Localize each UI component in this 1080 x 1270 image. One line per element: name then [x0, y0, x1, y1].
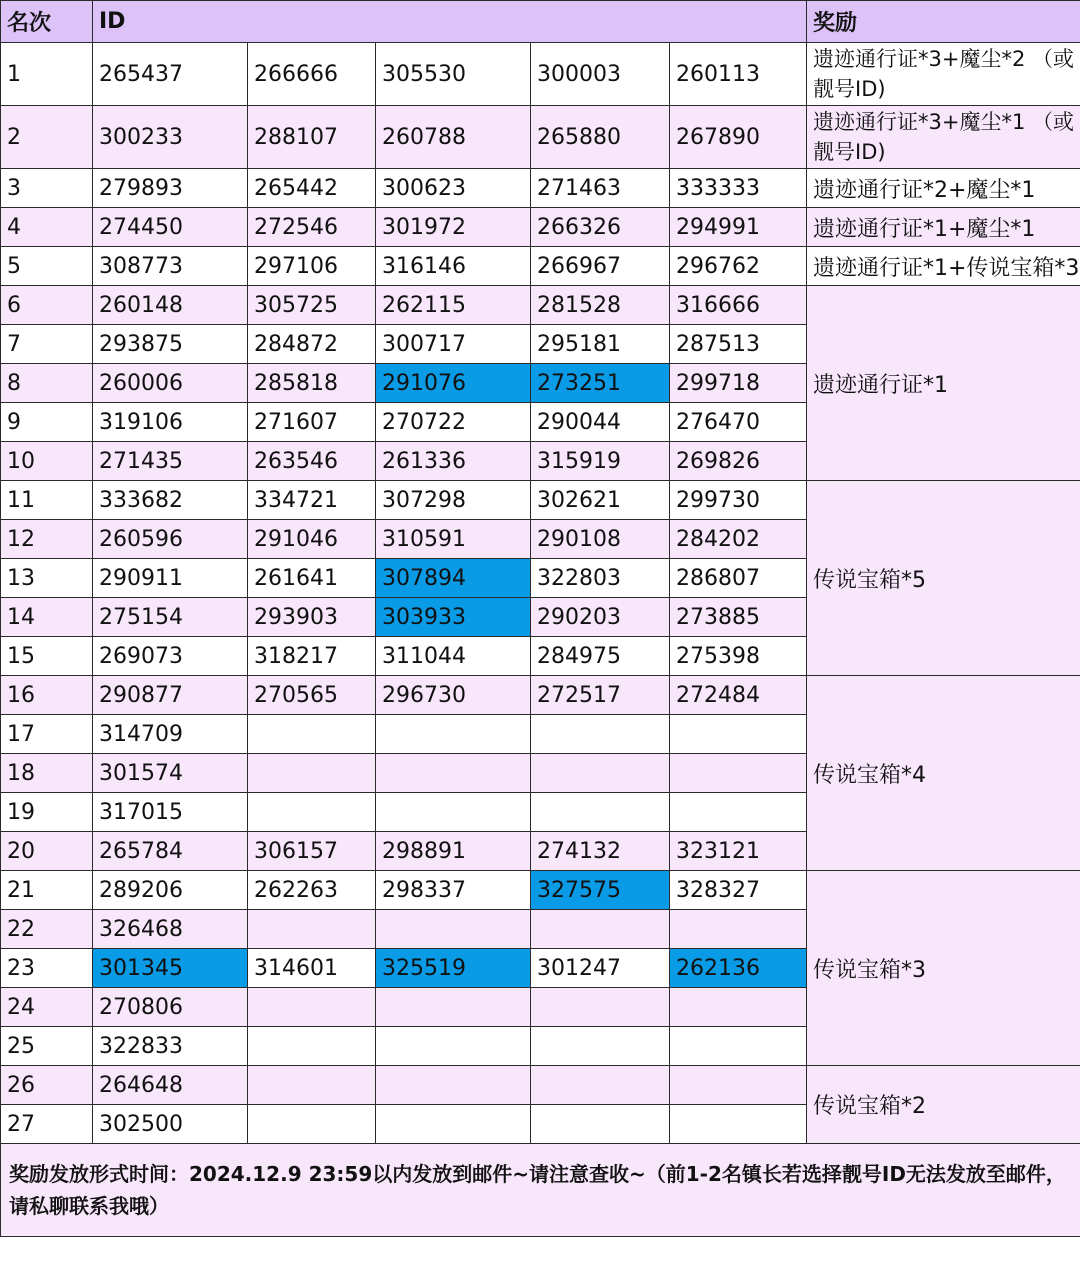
id-cell: 289206: [93, 871, 248, 910]
id-cell: 311044: [376, 637, 531, 676]
id-cell: 261641: [248, 559, 376, 598]
id-cell: 274450: [93, 208, 248, 247]
table-row: [1, 871, 1080, 910]
id-cell: 281528: [531, 286, 670, 325]
id-cell: 306157: [248, 832, 376, 871]
id-cell: 272484: [670, 676, 807, 715]
id-cell: 279893: [93, 169, 248, 208]
header-row: [1, 1, 1080, 43]
id-cell: 274132: [531, 832, 670, 871]
id-cell: 290108: [531, 520, 670, 559]
rank-header: 名次: [1, 1, 93, 43]
id-cell: 298891: [376, 832, 531, 871]
empty-id-cell: [531, 988, 670, 1027]
table-row: [1, 169, 1080, 208]
highlighted-id-cell: 262136: [670, 949, 807, 988]
highlighted-id-cell: 303933: [376, 598, 531, 637]
rank-cell: 5: [1, 247, 93, 286]
empty-id-cell: [376, 715, 531, 754]
empty-id-cell: [670, 1066, 807, 1105]
id-cell: 300717: [376, 325, 531, 364]
empty-id-cell: [531, 715, 670, 754]
id-cell: 262263: [248, 871, 376, 910]
rank-cell: 27: [1, 1105, 93, 1144]
id-cell: 308773: [93, 247, 248, 286]
id-cell: 269073: [93, 637, 248, 676]
id-cell: 315919: [531, 442, 670, 481]
id-cell: 276470: [670, 403, 807, 442]
rank-cell: 6: [1, 286, 93, 325]
id-cell: 322803: [531, 559, 670, 598]
rank-cell: 25: [1, 1027, 93, 1066]
id-cell: 322833: [93, 1027, 248, 1066]
table-row: [1, 208, 1080, 247]
id-cell: 260113: [670, 43, 807, 106]
reward-header: 奖励: [807, 1, 1080, 43]
rank-cell: 15: [1, 637, 93, 676]
id-cell: 298337: [376, 871, 531, 910]
empty-id-cell: [670, 715, 807, 754]
id-cell: 333682: [93, 481, 248, 520]
id-cell: 260006: [93, 364, 248, 403]
id-cell: 263546: [248, 442, 376, 481]
empty-id-cell: [531, 754, 670, 793]
id-cell: 272517: [531, 676, 670, 715]
id-cell: 284202: [670, 520, 807, 559]
empty-id-cell: [376, 754, 531, 793]
reward-cell: 遗迹通行证*2+魔尘*1: [807, 169, 1080, 208]
id-cell: 305725: [248, 286, 376, 325]
id-cell: 293875: [93, 325, 248, 364]
id-cell: 302621: [531, 481, 670, 520]
empty-id-cell: [248, 1027, 376, 1066]
id-cell: 300623: [376, 169, 531, 208]
rank-cell: 4: [1, 208, 93, 247]
id-cell: 294991: [670, 208, 807, 247]
id-cell: 271607: [248, 403, 376, 442]
id-cell: 326468: [93, 910, 248, 949]
id-cell: 275154: [93, 598, 248, 637]
id-cell: 262115: [376, 286, 531, 325]
empty-id-cell: [248, 793, 376, 832]
id-cell: 270565: [248, 676, 376, 715]
id-cell: 302500: [93, 1105, 248, 1144]
rank-cell: 24: [1, 988, 93, 1027]
footer-note: 奖励发放形式时间：2024.12.9 23:59以内发放到邮件~请注意查收~（前1-2名镇长若选择靓号ID无法发放至邮件，请私聊联系我哦）: [1, 1144, 1080, 1237]
rank-cell: 14: [1, 598, 93, 637]
rank-cell: 2: [1, 106, 93, 169]
empty-id-cell: [531, 1105, 670, 1144]
id-cell: 319106: [93, 403, 248, 442]
highlighted-id-cell: 327575: [531, 871, 670, 910]
id-cell: 266967: [531, 247, 670, 286]
rank-cell: 18: [1, 754, 93, 793]
id-cell: 265442: [248, 169, 376, 208]
rank-cell: 19: [1, 793, 93, 832]
empty-id-cell: [248, 910, 376, 949]
id-cell: 264648: [93, 1066, 248, 1105]
id-cell: 287513: [670, 325, 807, 364]
merged-reward-cell: 传说宝箱*3: [807, 871, 1080, 1066]
id-cell: 272546: [248, 208, 376, 247]
empty-id-cell: [670, 1105, 807, 1144]
empty-id-cell: [248, 754, 376, 793]
rank-cell: 8: [1, 364, 93, 403]
empty-id-cell: [376, 793, 531, 832]
id-cell: 301972: [376, 208, 531, 247]
id-cell: 310591: [376, 520, 531, 559]
id-cell: 316666: [670, 286, 807, 325]
id-cell: 290877: [93, 676, 248, 715]
empty-id-cell: [531, 793, 670, 832]
empty-id-cell: [670, 988, 807, 1027]
id-cell: 265437: [93, 43, 248, 106]
id-cell: 297106: [248, 247, 376, 286]
id-cell: 314601: [248, 949, 376, 988]
id-cell: 266666: [248, 43, 376, 106]
id-cell: 269826: [670, 442, 807, 481]
id-cell: 261336: [376, 442, 531, 481]
rank-cell: 9: [1, 403, 93, 442]
table-row: [1, 247, 1080, 286]
empty-id-cell: [248, 988, 376, 1027]
highlighted-id-cell: 273251: [531, 364, 670, 403]
reward-cell: 遗迹通行证*3+魔尘*2 （或靓号ID): [807, 43, 1080, 106]
table-row: [1, 481, 1080, 520]
id-cell: 286807: [670, 559, 807, 598]
id-cell: 260148: [93, 286, 248, 325]
id-cell: 271463: [531, 169, 670, 208]
id-cell: 296762: [670, 247, 807, 286]
id-cell: 300233: [93, 106, 248, 169]
empty-id-cell: [670, 754, 807, 793]
rank-cell: 1: [1, 43, 93, 106]
empty-id-cell: [376, 1066, 531, 1105]
rank-cell: 12: [1, 520, 93, 559]
id-cell: 270806: [93, 988, 248, 1027]
empty-id-cell: [531, 910, 670, 949]
table-row: [1, 676, 1080, 715]
table-row: [1, 286, 1080, 325]
id-cell: 295181: [531, 325, 670, 364]
id-cell: 300003: [531, 43, 670, 106]
id-cell: 284872: [248, 325, 376, 364]
empty-id-cell: [248, 715, 376, 754]
reward-cell: 遗迹通行证*3+魔尘*1 （或靓号ID): [807, 106, 1080, 169]
empty-id-cell: [531, 1027, 670, 1066]
rank-cell: 21: [1, 871, 93, 910]
id-cell: 296730: [376, 676, 531, 715]
empty-id-cell: [248, 1066, 376, 1105]
id-cell: 293903: [248, 598, 376, 637]
id-cell: 307298: [376, 481, 531, 520]
rank-cell: 10: [1, 442, 93, 481]
rank-cell: 17: [1, 715, 93, 754]
id-cell: 316146: [376, 247, 531, 286]
id-cell: 328327: [670, 871, 807, 910]
rank-cell: 23: [1, 949, 93, 988]
empty-id-cell: [376, 1105, 531, 1144]
id-cell: 275398: [670, 637, 807, 676]
rank-cell: 26: [1, 1066, 93, 1105]
highlighted-id-cell: 325519: [376, 949, 531, 988]
empty-id-cell: [670, 910, 807, 949]
id-cell: 305530: [376, 43, 531, 106]
id-cell: 284975: [531, 637, 670, 676]
id-cell: 265784: [93, 832, 248, 871]
id-cell: 271435: [93, 442, 248, 481]
highlighted-id-cell: 291076: [376, 364, 531, 403]
empty-id-cell: [670, 1027, 807, 1066]
id-cell: 301574: [93, 754, 248, 793]
id-cell: 318217: [248, 637, 376, 676]
id-cell: 285818: [248, 364, 376, 403]
id-cell: 291046: [248, 520, 376, 559]
id-cell: 299718: [670, 364, 807, 403]
id-cell: 267890: [670, 106, 807, 169]
id-cell: 290203: [531, 598, 670, 637]
empty-id-cell: [376, 1027, 531, 1066]
id-cell: 270722: [376, 403, 531, 442]
id-cell: 260788: [376, 106, 531, 169]
footer-row: [1, 1144, 1080, 1237]
empty-id-cell: [248, 1105, 376, 1144]
empty-id-cell: [376, 910, 531, 949]
id-header: ID: [93, 1, 807, 43]
id-cell: 288107: [248, 106, 376, 169]
id-cell: 290911: [93, 559, 248, 598]
merged-reward-cell: 传说宝箱*5: [807, 481, 1080, 676]
id-cell: 266326: [531, 208, 670, 247]
id-cell: 260596: [93, 520, 248, 559]
empty-id-cell: [376, 988, 531, 1027]
table-row: [1, 1066, 1080, 1105]
reward-cell: 遗迹通行证*1+魔尘*1: [807, 208, 1080, 247]
id-cell: 317015: [93, 793, 248, 832]
table-row: [1, 43, 1080, 106]
id-cell: 334721: [248, 481, 376, 520]
id-cell: 323121: [670, 832, 807, 871]
id-cell: 273885: [670, 598, 807, 637]
rank-cell: 11: [1, 481, 93, 520]
rank-cell: 3: [1, 169, 93, 208]
empty-id-cell: [670, 793, 807, 832]
reward-cell: 遗迹通行证*1+传说宝箱*3: [807, 247, 1080, 286]
rank-cell: 13: [1, 559, 93, 598]
empty-id-cell: [531, 1066, 670, 1105]
merged-reward-cell: 传说宝箱*2: [807, 1066, 1080, 1144]
highlighted-id-cell: 307894: [376, 559, 531, 598]
id-cell: 333333: [670, 169, 807, 208]
id-cell: 290044: [531, 403, 670, 442]
id-cell: 299730: [670, 481, 807, 520]
id-cell: 265880: [531, 106, 670, 169]
rank-cell: 22: [1, 910, 93, 949]
merged-reward-cell: 传说宝箱*4: [807, 676, 1080, 871]
table-body: [1, 43, 1080, 1144]
rank-cell: 7: [1, 325, 93, 364]
highlighted-id-cell: 301345: [93, 949, 248, 988]
id-cell: 301247: [531, 949, 670, 988]
rank-cell: 20: [1, 832, 93, 871]
merged-reward-cell: 遗迹通行证*1: [807, 286, 1080, 481]
rank-cell: 16: [1, 676, 93, 715]
id-cell: 314709: [93, 715, 248, 754]
table-row: [1, 106, 1080, 169]
